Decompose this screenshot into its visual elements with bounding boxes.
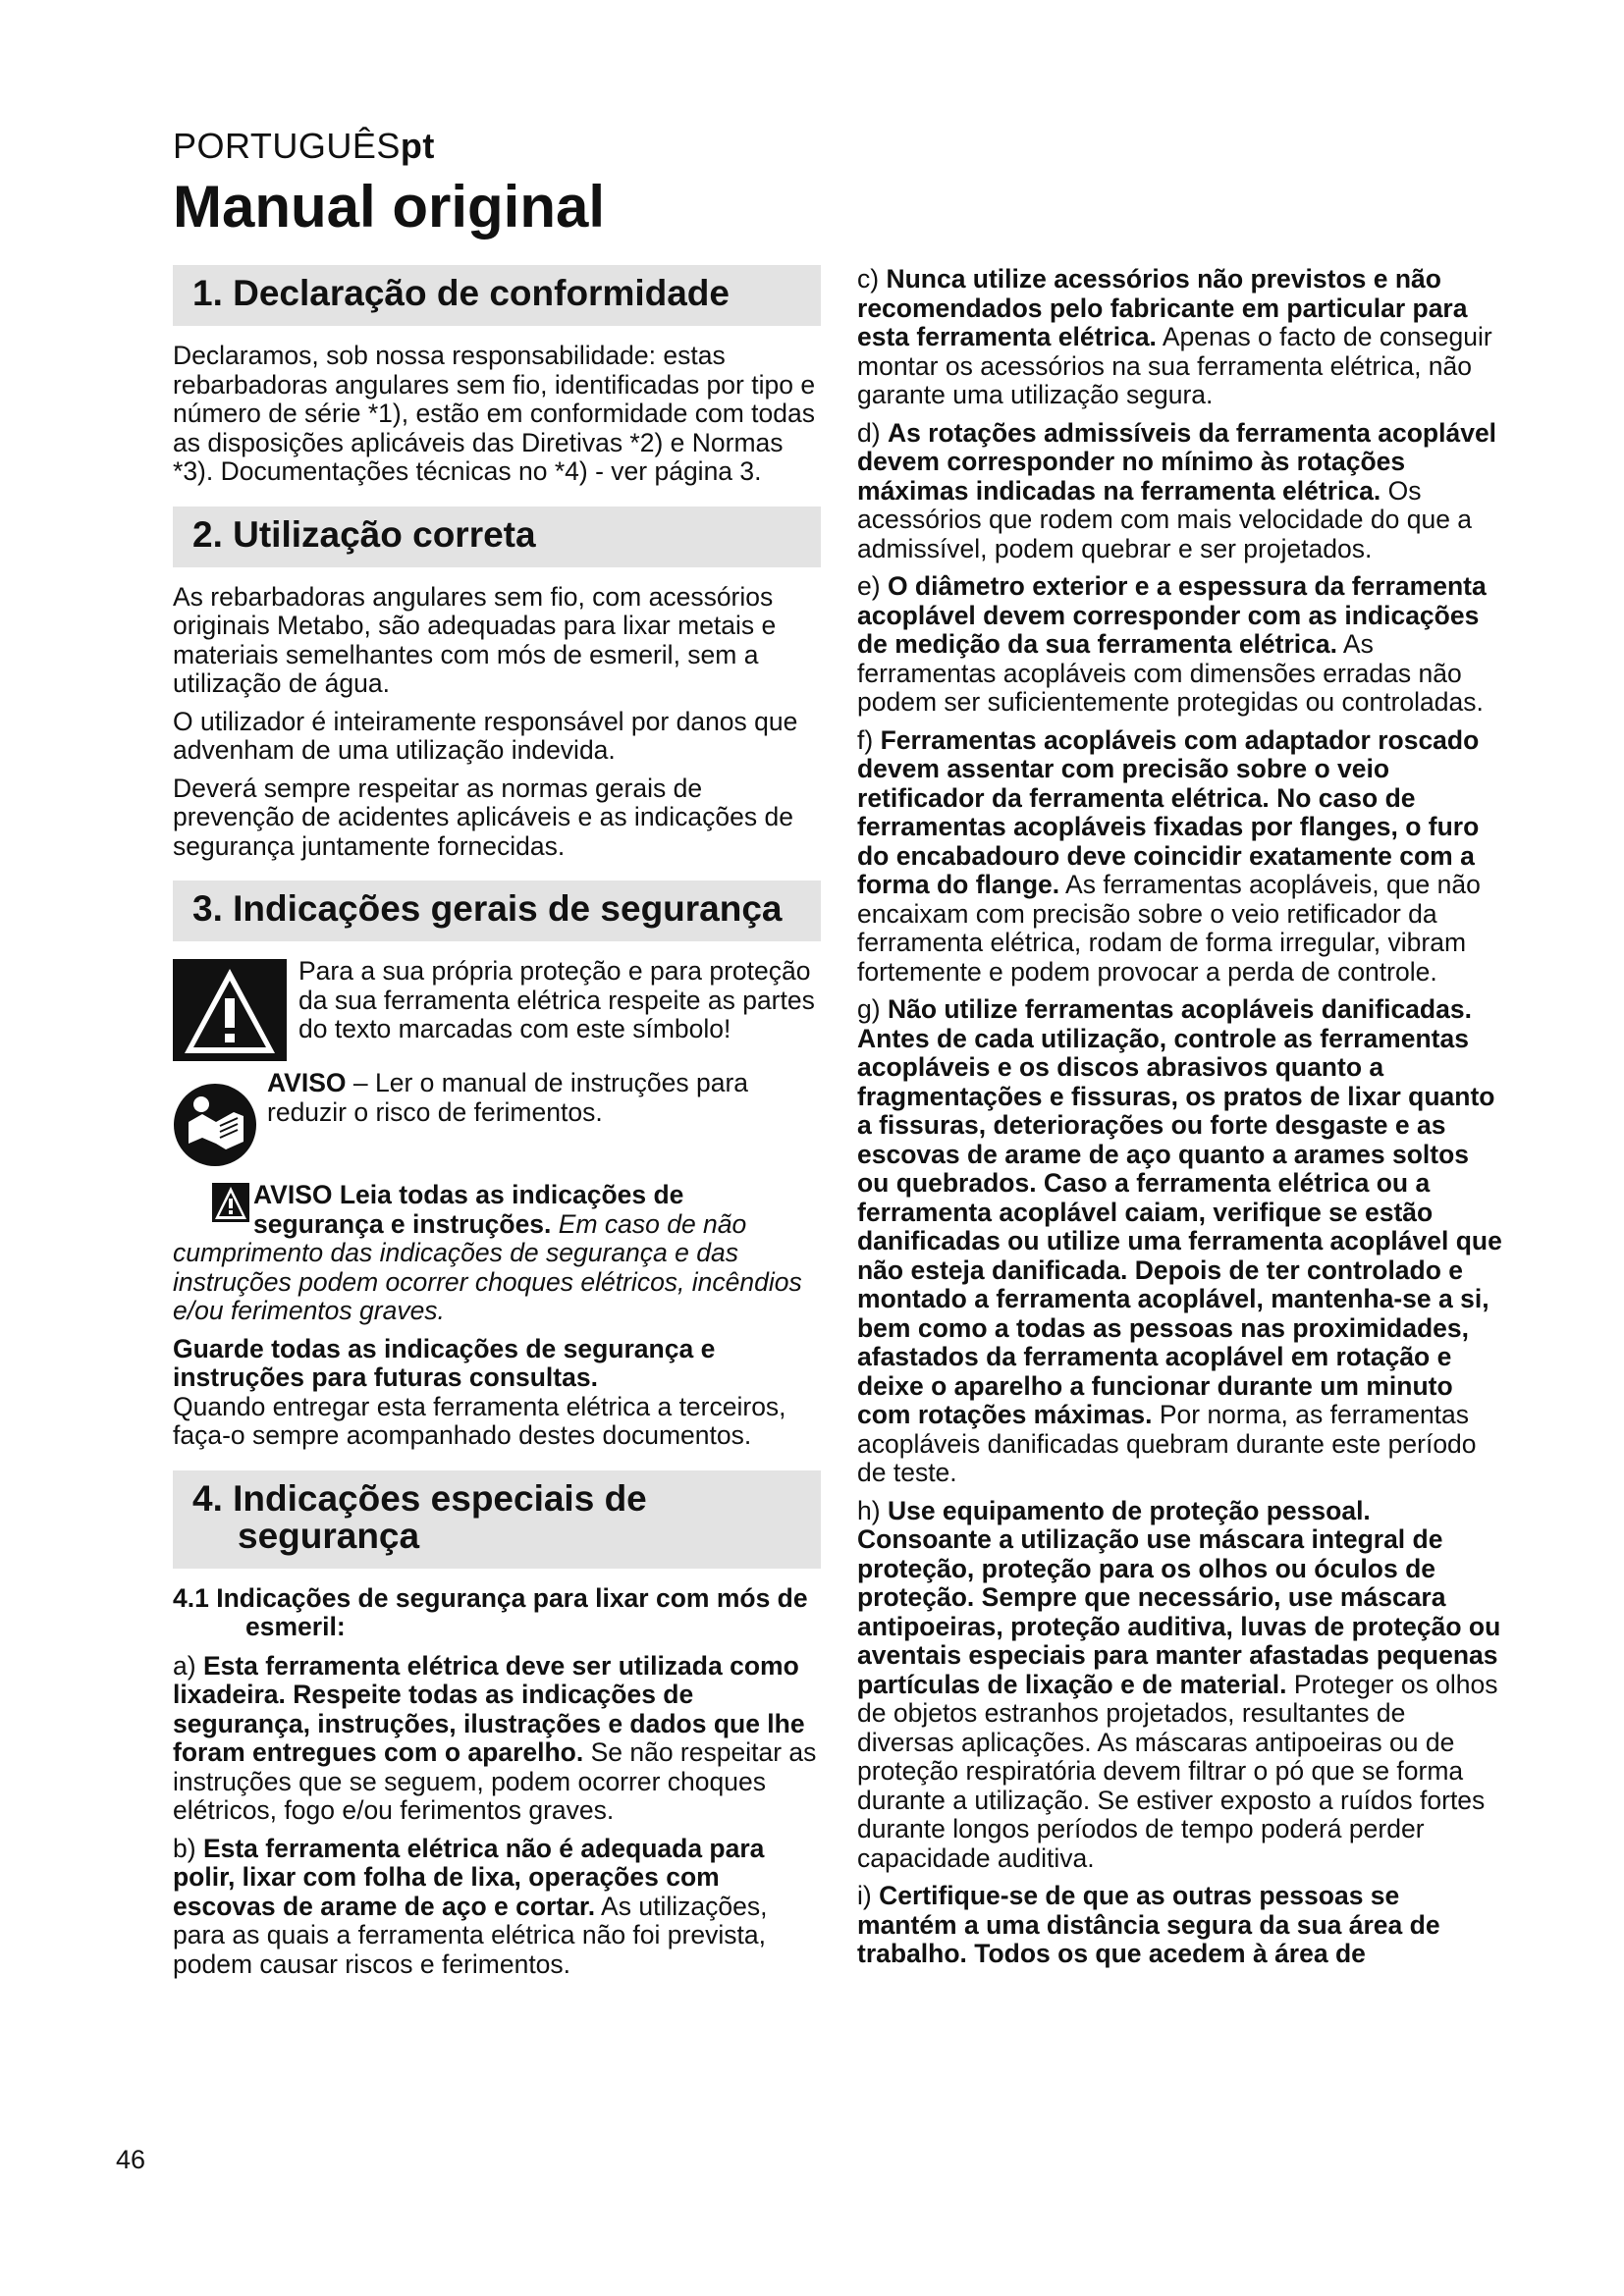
item-bold: Não utilize ferramentas acopláveis danificadas. Antes de cada utilização, controle as ferramentas acopláveis e os discos abrasivos quanto a fragmentações e fissuras, os pratos de lixar quanto a fissuras, deteriorações ou forte desgaste e as escovas de arame de aço quanto a arames soltos ou quebrados. Caso a ferramenta elétrica ou a ferramenta acoplável caiam, verifique se estão danificadas ou utilize uma ferramenta acoplável que não esteja danificada. Depois de ter controlado e montado a ferramenta acoplável, mantenha-se a si, bem como a todas as pessoas nas proximidades, afastados da ferramenta acoplável em rotação e deixe o aparelho a funcionar durante um minuto com rotações máximas. <box>857 994 1502 1429</box>
section-2-paragraph-3: Deverá sempre respeitar as normas gerais de prevenção de acidentes aplicáveis e as indicações de segurança juntamente fornecidas. <box>173 773 793 861</box>
item-bold: Esta ferramenta elétrica deve ser utilizada como lixadeira. Respeite todas as indicações de segurança, instruções, ilustrações e dados que lhe foram entregues com o aparelho. <box>173 1650 805 1767</box>
language-label <box>173 126 435 167</box>
section-1-body: Declaramos, sob nossa responsabilidade: estas rebarbadoras angulares sem fio, identificadas por tipo e número de série *1), estão em conformidade com todas as disposições aplicáveis das Diretivas *2) e Normas *3). Documentações técnicas no *4) - ver página 3. <box>173 341 816 486</box>
section-3-heading: 3. Indicações gerais de segurança <box>173 881 821 941</box>
document-title: Manual original <box>173 174 606 240</box>
item-label: b) <box>173 1833 203 1863</box>
section-4-heading: 4. Indicações especiais de segurança <box>173 1470 821 1569</box>
item-bold: Ferramentas acopláveis com adaptador roscado devem assentar com precisão sobre o veio retificador da ferramenta elétrica. No caso de ferramentas acopláveis fixadas por flanges, o furo do encabadouro deve coincidir exatamente com a forma do flange. <box>857 724 1480 899</box>
item-bold: Esta ferramenta elétrica não é adequada para polir, lixar com folha de lixa, operações com escovas de arame de aço e cortar. <box>173 1833 765 1921</box>
item-text: As ferramentas acopláveis, que não encaixam com precisão sobre o veio retificador da ferramenta elétrica, rodam de forma irregular, vibram fortemente e podem provocar a perda de controle. <box>857 870 1481 987</box>
list-item-h <box>857 1497 1505 1874</box>
item-text: Por norma, as ferramentas acopláveis danificadas quebram durante este período de teste. <box>857 1400 1477 1487</box>
item-label: g) <box>857 994 888 1024</box>
item-label: d) <box>857 417 888 448</box>
item-bold: As rotações admissíveis da ferramenta acoplável devem corresponder no mínimo às rotações máximas indicadas na ferramenta elétrica. <box>857 417 1497 506</box>
manual-note-text <box>267 1069 821 1127</box>
item-label: i) <box>857 1881 880 1910</box>
list-item-g <box>857 995 1505 1488</box>
list-item-e <box>857 572 1505 718</box>
warning-italic: Em caso de não cumprimento das indicações de segurança e das instruções podem ocorrer choques elétricos, incêndios e/ou ferimentos graves. <box>173 1208 802 1325</box>
page-number: 46 <box>116 2145 146 2174</box>
list-item-d <box>857 419 1505 564</box>
manual-note-rest: – Ler o manual de instruções para reduzir o risco de ferimentos. <box>267 1068 749 1127</box>
item-bold: Use equipamento de proteção pessoal. Consoante a utilização use máscara integral de proteção, proteção para os olhos ou óculos de proteção. Sempre que necessário, use máscara antipoeiras, proteção auditiva, luvas de proteção ou aventais especiais para manter afastadas pequenas partículas de lixação e de material. <box>857 1495 1501 1699</box>
left-column <box>173 265 821 1988</box>
warning-small-icon <box>173 1183 249 1222</box>
section-2-paragraph-2: O utilizador é inteiramente responsável por danos que advenham de uma utilização indevida. <box>173 706 798 765</box>
symbol-note <box>173 957 821 1061</box>
read-manual-icon <box>173 1083 257 1167</box>
keep-text: Quando entregar esta ferramenta elétrica a terceiros, faça-o sempre acompanhado destes documentos. <box>173 1391 786 1450</box>
item-label: c) <box>857 264 887 294</box>
list-item-i <box>857 1882 1505 1969</box>
section-1-heading: 1. Declaração de conformidade <box>173 265 821 326</box>
language-name: PORTUGUÊS <box>173 126 401 166</box>
list-item-c <box>857 265 1505 410</box>
item-label: e) <box>857 571 888 601</box>
item-text: Proteger os olhos de objetos estranhos projetados, resultantes de diversas aplicações. As máscaras antipoeiras ou de proteção respiratória devem filtrar o pó que se forma durante a utilização. Se estiver exposto a ruídos fortes durante longos períodos de tempo poderá perder capacidade auditiva. <box>857 1669 1498 1873</box>
language-code: pt <box>400 126 435 166</box>
item-bold: O diâmetro exterior e a espessura da ferramenta acoplável devem corresponder com as indicações de medição da sua ferramenta elétrica. <box>857 571 1487 659</box>
item-text: Os acessórios que rodem com mais velocidade do que a admissível, podem quebrar e ser projetados. <box>857 475 1473 563</box>
manual-note <box>173 1069 821 1167</box>
right-column <box>857 265 1505 1978</box>
section-2-heading: 2. Utilização correta <box>173 507 821 567</box>
list-item-a <box>173 1652 821 1826</box>
keep-bold: Guarde todas as indicações de segurança e instruções para futuras consultas. <box>173 1333 716 1392</box>
item-label: a) <box>173 1650 203 1681</box>
warning-triangle-icon <box>173 959 287 1061</box>
item-text: As utilizações, para as quais a ferramenta elétrica não foi prevista, podem causar riscos e ferimentos. <box>173 1891 768 1979</box>
symbol-note-text: Para a sua própria proteção e para proteção da sua ferramenta elétrica respeite as partes do texto marcadas com este símbolo! <box>298 956 815 1043</box>
item-bold: Nunca utilize acessórios não previstos e não recomendados pelo fabricante em particular para esta ferramenta elétrica. <box>857 264 1468 351</box>
section-2-paragraph-1: As rebarbadoras angulares sem fio, com acessórios originais Metabo, são adequadas para lixar metais e materiais semelhantes com mós de esmeril, sem a utilização de água. <box>173 581 777 698</box>
warning-paragraph <box>173 1181 821 1326</box>
subsection-4-1-heading: 4.1 Indicações de segurança para lixar com mós de esmeril: <box>173 1582 808 1641</box>
item-text: Se não respeitar as instruções que se seguem, podem ocorrer choques elétricos, fogo e/ou ferimentos graves. <box>173 1737 817 1825</box>
list-item-b <box>173 1835 821 1980</box>
manual-note-bold: AVISO <box>267 1068 347 1097</box>
list-item-f <box>857 726 1505 988</box>
warning-bold: AVISO Leia todas as indicações de segurança e instruções. <box>253 1180 684 1239</box>
item-bold: Certifique-se de que as outras pessoas se mantém a uma distância segura da sua área de trabalho. Todos os que acedem à área de <box>857 1881 1440 1968</box>
item-text: As ferramentas acopláveis com dimensões erradas não podem ser suficientemente protegidas ou controladas. <box>857 629 1484 717</box>
item-text: Apenas o facto de conseguir montar os acessórios na sua ferramenta elétrica, não garante uma utilização segura. <box>857 322 1492 409</box>
item-label: f) <box>857 724 881 755</box>
item-label: h) <box>857 1495 888 1525</box>
keep-paragraph <box>173 1335 821 1451</box>
